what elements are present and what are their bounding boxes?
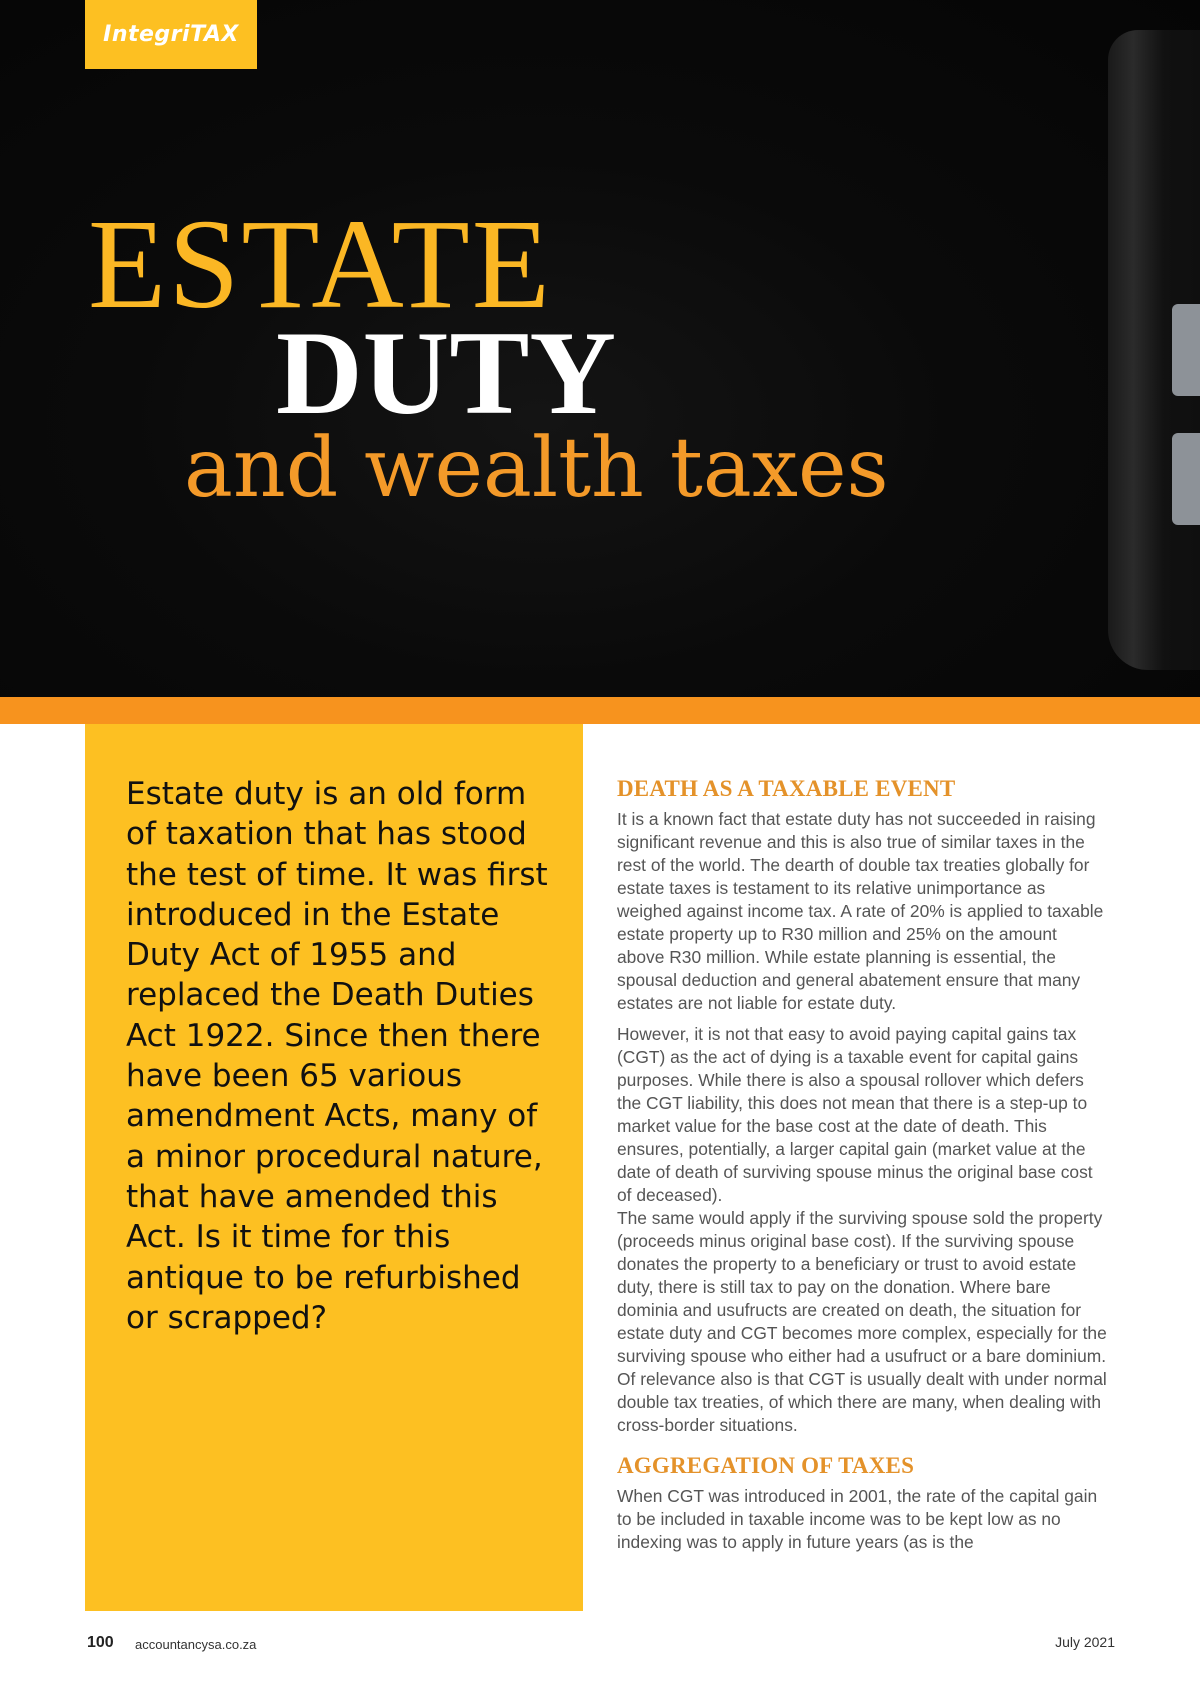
title-estate: ESTATE	[88, 193, 552, 335]
issue-date: July 2021	[1055, 1634, 1115, 1650]
intro-panel	[85, 724, 583, 1611]
paragraph: However, it is not that easy to avoid paying capital gains tax (CGT) as the act of dying is a taxable event for capital gains purposes. While there is also a spousal rollover which defers the CGT liability, this does not mean that there is a step-up to market value for the base cost at the date of death. This ensures, potentially, a larger capital gain (market value at the date of death of surviving spouse minus the original base cost of deceased).	[617, 1024, 1093, 1205]
title-duty: DUTY	[276, 306, 617, 439]
intro-text: Estate duty is an old form of taxation that has stood the test of time. It was first introduced in the Estate Duty Act of 1955 and replaced the Death Duties Act 1922. Since then there have been 65 various amendment Acts, many of a minor procedural nature, that have amended this Act. Is it time for this antique to be refurbished or scrapped?	[126, 776, 548, 1336]
paragraph: When CGT was introduced in 2001, the rate of the capital gain to be included in taxable income was to be kept low as no indexing was to apply in future years (as is the	[617, 1486, 1098, 1552]
paragraph: It is a known fact that estate duty has not succeeded in raising significant revenue and this is also true of similar taxes in the rest of the world. The dearth of double tax treaties globally for estate taxes is testament to its relative unimportance as weighed against income tax. A rate of 20% is applied to taxable estate property up to R30 million and 25% on the amount above R30 million. While estate planning is essential, the spousal deduction and general abatement ensure that many estates are not liable for estate duty.	[617, 809, 1104, 1013]
jar-label-image	[1172, 304, 1200, 396]
website-link[interactable]: accountancysa.co.za	[135, 1637, 257, 1652]
logo-text: IntegriTAX	[103, 22, 239, 47]
divider-bar	[0, 697, 1200, 724]
section-heading: AGGREGATION OF TAXES	[617, 1453, 915, 1478]
title-wealth-taxes: and wealth taxes	[184, 421, 889, 516]
page-number: 100	[87, 1634, 114, 1651]
section-heading: DEATH AS A TAXABLE EVENT	[617, 776, 956, 801]
logo-badge	[85, 0, 257, 69]
paragraph: The same would apply if the surviving spouse sold the property (proceeds minus original base cost). If the surviving spouse donates the property to a beneficiary or trust to avoid estate duty, there is still tax to pay on the donation. Where bare dominia and usufructs are created on death, the situation for estate duty and CGT becomes more complex, especially for the surviving spouse who either had a usufruct or a bare dominium. Of relevance also is that CGT is usually dealt with under normal double tax treaties, of which there are many, when dealing with cross-border situations.	[617, 1208, 1107, 1435]
hero-banner	[0, 0, 1200, 697]
jar-label-image	[1172, 433, 1200, 525]
article-body	[617, 776, 1107, 1562]
